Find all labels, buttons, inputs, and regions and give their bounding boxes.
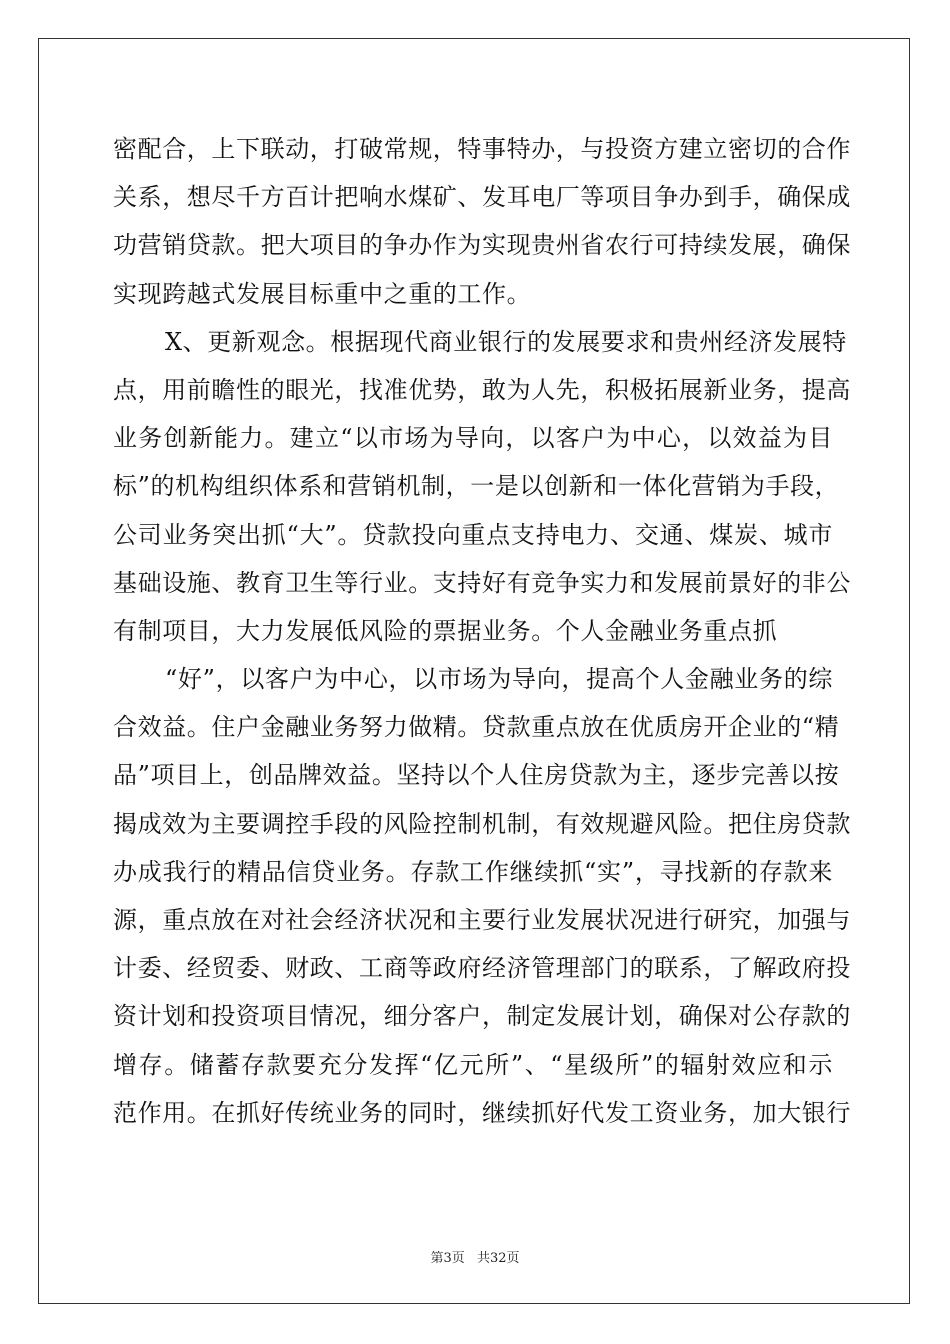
text-line: 密配合，上下联动，打破常规，特事特办，与投资方建立密切的合作	[113, 135, 851, 163]
text-line: 资计划和投资项目情况，细分客户，制定发展计划，确保对公存款的	[113, 1002, 851, 1031]
text-line: 品”项目上，创品牌效益。坚持以个人住房贷款为主，逐步完善以按	[113, 761, 840, 790]
page-footer	[0, 1247, 950, 1266]
document-body	[113, 125, 851, 1137]
text-line: 计委、经贸委、财政、工商等政府经济管理部门的联系，了解政府投	[113, 954, 851, 983]
text-line: 点，用前瞻性的眼光，找准优势，敢为人先，积极拓展新业务，提高	[113, 375, 851, 404]
text-line: 功营销贷款。把大项目的争办作为实现贵州省农行可持续发展，确保	[113, 231, 851, 260]
text-line: 增存。储蓄存款要充分发挥“亿元所”、“星级所”的辐射效应和示	[113, 1050, 833, 1079]
text-line: “好”，以客户为中心，以市场为导向，提高个人金融业务的综	[165, 665, 833, 694]
text-line: 基础设施、教育卫生等行业。支持好有竞争实力和发展前景好的非公	[113, 568, 851, 597]
text-line: 公司业务突出抓“大”。贷款投向重点支持电力、交通、煤炭、城市	[113, 520, 833, 549]
text-line: X、更新观念。根据现代商业银行的发展要求和贵州经济发展特	[165, 327, 847, 356]
text-line: 业务创新能力。建立“以市场为导向，以客户为中心，以效益为目	[113, 424, 833, 453]
text-line: 合效益。住户金融业务努力做精。贷款重点放在优质房开企业的“精	[113, 713, 840, 742]
text-line: 揭成效为主要调控手段的风险控制机制，有效规避风险。把住房贷款	[113, 809, 851, 838]
text-line: 实现跨越式发展目标重中之重的工作。	[113, 279, 532, 308]
page-total: 共32页	[476, 1251, 520, 1266]
text-line: 源，重点放在对社会经济状况和主要行业发展状况进行研究，加强与	[113, 906, 851, 934]
text-line: 办成我行的精品信贷业务。存款工作继续抓“实”，寻找新的存款来	[113, 857, 833, 886]
text-line: 标”的机构组织体系和营销机制，一是以创新和一体化营销为手段，	[113, 472, 840, 501]
page-number: 第3页	[430, 1251, 465, 1266]
text-line: 有制项目，大力发展低风险的票据业务。个人金融业务重点抓	[113, 616, 778, 645]
text-line: 关系，想尽千方百计把响水煤矿、发耳电厂等项目争办到手，确保成	[113, 183, 851, 212]
text-line: 范作用。在抓好传统业务的同时，继续抓好代发工资业务，加大银行	[113, 1098, 851, 1127]
